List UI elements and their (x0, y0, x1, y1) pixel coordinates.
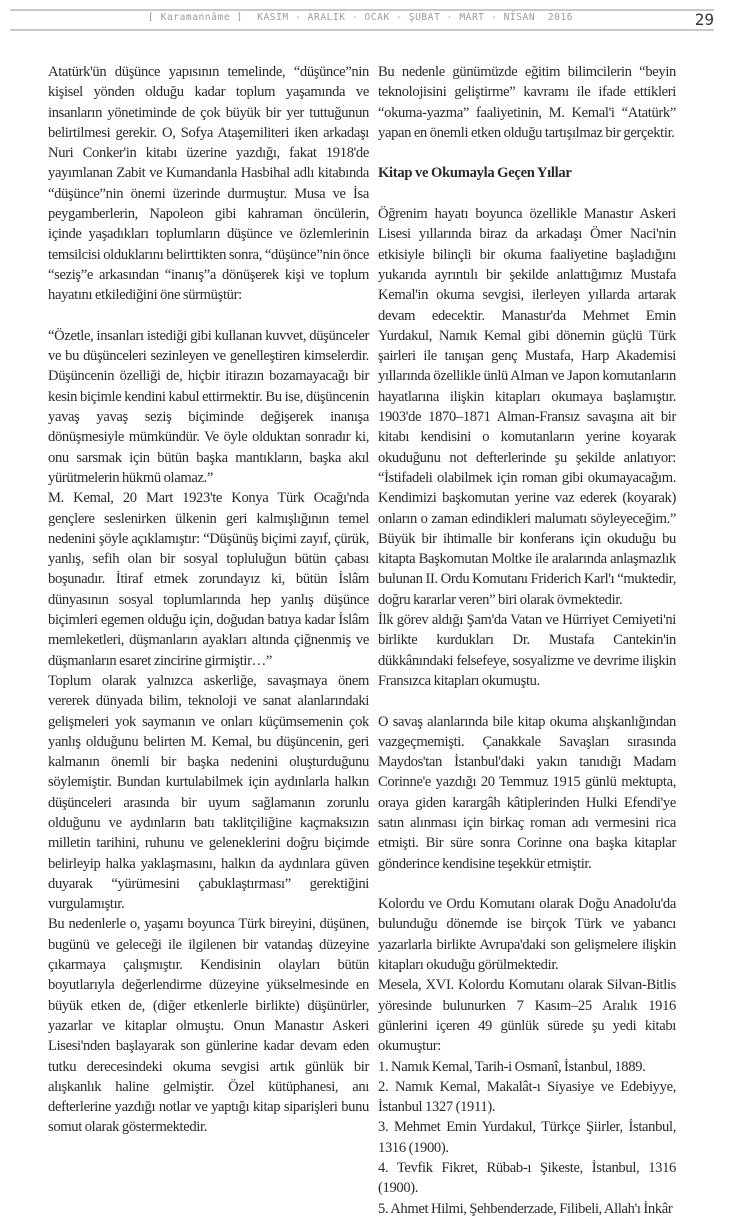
section-heading: Kitap ve Okumayla Geçen Yıllar (378, 165, 572, 182)
paragraph: İlk görev aldığı Şam'da Vatan ve Hürriyet Cemiyeti'ni birlikte kurdukları Dr. Mustafa Cantekin'in dükkânındaki felsefeye, sosyalizme ve devrime ilişkin Fransızca kitapları okumuştu. (378, 612, 676, 689)
issue-dates: KASIM - ARALIK - OCAK - ŞUBAT - MART - NİSAN 2016 (257, 12, 574, 23)
paragraph: Kolordu ve Ordu Komutanı olarak Doğu Anadolu'da bulunduğu dönemde ise birçok Türk ve yabancı yazarlarla birlikte Avrupa'daki son gelişmelere ilişkin kitapları okuduğu görülmektedir. (378, 896, 676, 974)
book-list-item: 3. Mehmet Emin Yurdakul, Türkçe Şiirler, İstanbul, 1316 (1900). (378, 1119, 676, 1156)
paragraph: Mesela, XVI. Kolordu Komutanı olarak Silvan-Bitlis yöresinde bulunurken 7 Kasım–25 Aralık 1916 günlerini içeren 49 günlük sürede şu yedi kitabı okumuştur: (378, 977, 676, 1055)
paragraph: Bu nedenlerle o, yaşamı boyunca Türk bireyini, düşünen, bugünü ve geleceği ile ilgilenen bir vatandaş düzeyine çıkarmaya çalışmıştır. Kendisinin olayları bütün boyutlarıyla değerlendirme düzeyine yükselmesinde en büyük etken de, (diğer etkenlerle birlikte) düşünürler, yazarlar ve kitaplar olmuştu. Onun Manastır Askeri Lisesi'nden başlayarak son günlerine kadar devam eden tutku derecesindeki okuma sevgisi artık günlük bir alışkanlık haline gelmiştir. Özel kütüphanesi, anı defterlerine yazdığı notlar ve yaptığı kitap siparişleri bunu somut olarak göstermektedir. (48, 916, 369, 1136)
book-list-item: 5. Ahmet Hilmi, Şehbenderzade, Filibeli, Allah'ı İnkâr (378, 1200, 673, 1217)
book-list-item: 4. Tevfik Fikret, Rübab-ı Şikeste, İstanbul, 1316 (1900). (378, 1160, 676, 1197)
page-number: 29 (694, 10, 714, 29)
paragraph: Atatürk'ün düşünce yapısının temelinde, “düşünce”nin kişisel yönden olduğu kadar toplum yaşamında ve insanların yönetiminde de çok büyük bir yer tuttuğunun belirtilmesi gerekir. O, Sofya Ataşemiliteri iken arkadaşı Nuri Conker'in kitabı üzerine yazdığı, fakat 1918'de yayımlanan Zabit ve Kumandanla Hasbihal adlı kitabında “düşünce”nin önemi üzerinde durmuştur. Musa ve İsa peygamberlerin, Napoleon gibi kahraman öncülerin, içinde yaşadıkları toplumların düşünce ve özlemlerinin temsilcisi olduklarını belirttikten sonra, “düşünce”nin önce “seziş”e arkasından “inanış”a dönüşerek kişi ve toplum hayatını etkilediğini öne sürmüştür: (48, 64, 369, 304)
journal-name: [ Karamannâme ] (148, 12, 243, 23)
paragraph: M. Kemal, 20 Mart 1923'te Konya Türk Ocağı'nda gençlere seslenirken ülkenin geri kalmışlığının temel nedenini şöyle açıklamıştır: “Düşünüş biçimi zayıf, çürük, yanlış, sefih olan bir sosyal topluluğun bütün çabası boşunadır. İtiraf etmek zorundayız ki, bütün İslâm dünyasının sosyal toplumlarında hep yanlış düşünce biçimleri egemen olduğu için, doğudan batıya kadar İslâm memleketleri, düşmanların ayakları altında çiğnenmiş ve düşmanların esaret zincirine girmiştir…” (48, 490, 369, 669)
right-column (378, 62, 676, 1219)
paragraph: Toplum olarak yalnızca askerliğe, savaşmaya önem vererek dünyada bilim, teknoloji ve sanat alanlarındaki gelişmeleri yok saymanın ve onları küçümsemenin çok yanlış olduğunu belirten M. Kemal, bu düşüncenin, geri kalmanın önemli bir başka nedenini oluşturduğunu söylemiştir. Bundan kurtulabilmek için aydınlarla halkın düşünceleri arasında bir uyum sağlamanın zorunlu olduğunu ve aydınların batı taklitçiliğine kaçmaksızın milletin tarihini, ruhunu ve geleneklerini doğru biçimde belirleyip halka yaklaşmasını, halkın da aydınlara güven duyarak “yürümesini çabuklaştırması” gerektiğini vurgulamıştır. (48, 672, 369, 913)
book-list-item: 1. Namık Kemal, Tarih-i Osmanî, İstanbul, 1889. (378, 1058, 646, 1075)
header-top-rule (10, 9, 714, 11)
book-list (378, 1057, 676, 1219)
quote-paragraph: “Özetle, insanları istediği gibi kullanan kuvvet, düşünceler ve bu düşünceleri sezinleyen ve genelleştiren kimselerdir. Düşüncenin özelliği de, hiçbir itirazın bozamayacağı bir kesin biçimle kendini kabul ettirmektir. Bu ise, düşüncenin yavaş yavaş seziş biçiminde değişerek inanışa dönüşmesiyle mümkündür. Ve öyle olduktan sonradır ki, onu sarsmak için bütün başka mantıkların, başka akıl yürütmelerin hükmü olamaz.” (48, 327, 369, 486)
book-list-item: 2. Namık Kemal, Makalât-ı Siyasiye ve Edebiyye, İstanbul 1327 (1911). (378, 1078, 676, 1116)
header-bottom-rule (10, 29, 714, 31)
running-head (148, 12, 573, 23)
paragraph: O savaş alanlarında bile kitap okuma alışkanlığından vazgeçmemişti. Çanakkale Savaşları sırasında Maydos'tan İstanbul'daki yakın tanıdığı Madam Corinne'e yazdığı 20 Temmuz 1915 günlü mektupta, oraya giden karargâh kâtiplerinden Hulki Efendi'ye satın alınması için birkaç roman adı vermesini rica etmişti. Bir süre sonra Corinne ona başka kitaplar gönderince kendisine teşekkür etmiştir. (378, 713, 676, 872)
paragraph: Öğrenim hayatı boyunca özellikle Manastır Askeri Lisesi yıllarında biraz da arkadaşı Ömer Naci'nin etkisiyle bilinçli bir okuma faaliyetine başladığını yukarıda ayrıntılı bir şekilde anlattığımız Mustafa Kemal'in okuma sevgisi, ilerleyen yıllarda artarak devam edecektir. Manastır'da Mehmet Emin Yurdakul, Namık Kemal gibi dönemin güçlü Türk şairleri ile tanışan genç Mustafa, Harp Akademisi yıllarında özellikle ünlü Alman ve Japon komutanların hayatlarına ilişkin kitapları okumaya başlamıştır. 1903'de 1870–1871 Alman-Fransız savaşına ait bir kitabı kendisini o komutanların yerine koyarak okuduğunu not defterlerinde şu şekilde anlatıyor: “İstifadeli olabilmek için roman gibi okumayacağım. Kendimizi başkomutan yerine vaz ederek (koyarak) onların o zaman edindikleri malumatı söyleyeceğim.” Büyük bir ihtimalle bir konferans için okuduğu bu kitapta Başkomutan Moltke ile aralarında anlaşmazlık bulunan II. Ordu Komutanı Friderich Karl'ı “muktedir, doğru kararlar veren” biri olarak övmektedir. (378, 206, 676, 608)
left-column (48, 62, 369, 1138)
intro-paragraph: Bu nedenle günümüzde eğitim bilimcilerin “beyin teknolojisini geliştirme” kavramı ile ifade ettikleri “okuma-yazma” faaliyetinin, M. Kemal'i “Atatürk” yapan en önemli etken olduğu tartışılmaz bir gerçektir. (378, 64, 676, 141)
